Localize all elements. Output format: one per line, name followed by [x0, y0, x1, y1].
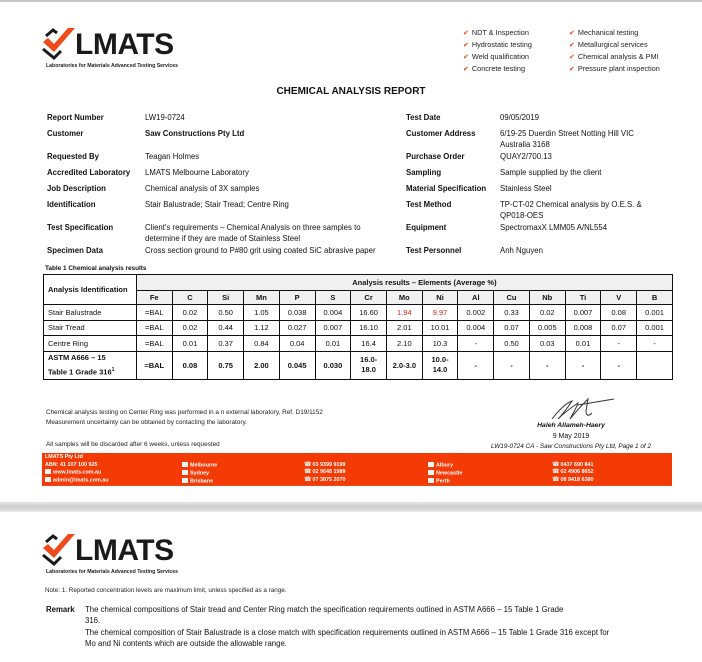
- value-cell-fe: =BAL: [136, 320, 172, 336]
- spec-cell-cu: -: [494, 351, 530, 379]
- remark-line: The chemical composition of Stair Balustrade is a close match with specification requirements outlined in ASTM A666 – 15 Table 1 Grade 316 except for: [85, 628, 610, 637]
- service-item: ✔ Mechanical testing: [569, 28, 639, 37]
- note-external-lab: Chemical analysis testing on Center Ring was performed in a n external laboratory, Ref. D19/1152: [46, 409, 323, 416]
- check-icon: ✔: [569, 30, 575, 37]
- value-cell-ti: 0.008: [565, 320, 601, 336]
- value-cell-nb: 0.03: [529, 336, 565, 352]
- footer-offices-1: Melbourne Sydney Brisbane: [182, 462, 217, 486]
- value-identification: Stair Balustrade; Stair Tread; Centre Ring: [145, 200, 289, 209]
- element-header-row: [44, 291, 673, 305]
- value-cell-ti: 0.01: [565, 336, 601, 352]
- element-header-fe: Fe: [136, 291, 172, 305]
- phone-icon: ☎: [304, 461, 312, 468]
- spec-cell-ti: -: [565, 351, 601, 379]
- value-sampling: Sample supplied by the client: [500, 168, 602, 177]
- label-test-date: Test Date: [406, 113, 441, 122]
- spec-row: [44, 351, 673, 379]
- results-body: [44, 305, 673, 380]
- label-customer-address: Customer Address: [406, 129, 476, 138]
- service-item: ✔ Metallurgical services: [569, 40, 648, 49]
- label-accredited-lab: Accredited Laboratory: [47, 168, 131, 177]
- spec-cell-p: 0.045: [279, 351, 315, 379]
- note-discard: All samples will be discarded after 6 weeks, unless requested: [46, 441, 220, 448]
- value-cell-cu: 0.07: [494, 320, 530, 336]
- spec-cell-v: -: [601, 351, 637, 379]
- remark-line: 316.: [85, 616, 101, 625]
- table-row: [44, 320, 673, 336]
- phone-icon: ☎: [304, 469, 312, 475]
- footer-offices-2: Albury Newcastle Perth: [428, 462, 462, 486]
- element-header-v: V: [601, 291, 637, 305]
- spec-cell-c: 0.08: [172, 351, 208, 379]
- label-test-method: Test Method: [406, 200, 452, 209]
- value-cell-c: 0.02: [172, 305, 208, 321]
- label-sampling: Sampling: [406, 168, 442, 177]
- email-icon: [45, 477, 51, 482]
- check-icon: ✔: [569, 54, 575, 61]
- report-page-1: [0, 2, 702, 502]
- sample-id-cell: Stair Balustrade: [44, 305, 137, 321]
- footer-underline: [42, 485, 672, 486]
- remark-line: Mo and Ni contents which are outside the allowable range.: [85, 639, 287, 648]
- chemical-results-table: [43, 274, 673, 380]
- value-cell-v: 0.07: [601, 320, 637, 336]
- value-requested-by: Teagan Holmes: [145, 152, 200, 161]
- footer-bar: [42, 453, 672, 485]
- spec-id-cell: [44, 351, 137, 379]
- label-material-specification: Material Specification: [406, 184, 487, 193]
- spec-cell-mo: 2.0-3.0: [386, 351, 422, 379]
- check-icon: ✔: [463, 66, 469, 73]
- value-customer-address-line2: Australia 3168: [500, 140, 550, 149]
- value-test-method-line2: QP018-OES: [500, 211, 544, 220]
- value-cell-cr: 16.60: [351, 305, 387, 321]
- spec-cell-al: -: [458, 351, 494, 379]
- element-header-mo: Mo: [386, 291, 422, 305]
- value-cell-nb: 0.02: [529, 305, 565, 321]
- services-list: [463, 27, 702, 74]
- service-item: ✔ Pressure plant inspection: [569, 64, 660, 73]
- phone-icon: ☎: [552, 476, 560, 483]
- element-header-ti: Ti: [565, 291, 601, 305]
- value-cell-ni: 9.97: [422, 305, 458, 321]
- checkmark-logo-icon: [39, 22, 79, 62]
- value-cell-c: 0.02: [172, 320, 208, 336]
- logo-brand: LMATS: [75, 534, 174, 567]
- lmats-logo-page2: [39, 528, 209, 578]
- location-icon: [182, 470, 188, 475]
- element-header-mn: Mn: [244, 291, 280, 305]
- value-cell-mn: 0.84: [244, 336, 280, 352]
- value-cell-mn: 1.12: [244, 320, 280, 336]
- value-cell-s: 0.004: [315, 305, 351, 321]
- service-item: ✔ NDT & Inspection: [463, 28, 529, 37]
- value-purchase-order: QUAY2/700.13: [500, 152, 552, 161]
- value-cell-cu: 0.33: [494, 305, 530, 321]
- check-icon: ✔: [463, 30, 469, 37]
- value-test-method: TP-CT-02 Chemical analysis by O.E.S. &: [500, 200, 642, 209]
- table-row: [44, 305, 673, 321]
- spec-cell-nb: -: [529, 351, 565, 379]
- table-caption: Table 1 Chemical analysis results: [45, 265, 147, 272]
- element-header-cu: Cu: [494, 291, 530, 305]
- footer-web-link[interactable]: www.lmats.com.au: [53, 469, 102, 476]
- header-analysis-identification: Analysis Identification: [44, 275, 137, 305]
- phone-icon: ☎: [552, 461, 560, 468]
- label-report-number: Report Number: [47, 113, 104, 122]
- value-cell-al: 0.004: [458, 320, 494, 336]
- service-item: ✔ Concrete testing: [463, 64, 526, 73]
- spec-id-line2: Table 1 Grade $316^1$: [48, 366, 115, 377]
- spec-id-line1: ASTM A666 – 15: [48, 352, 106, 362]
- label-test-specification: Test Specification: [47, 223, 114, 232]
- value-customer-address: 6/19-25 Duerdin Street Notting Hill VIC: [500, 129, 634, 138]
- location-icon: [428, 478, 434, 483]
- footer-email-link[interactable]: admin@lmats.com.au: [53, 477, 109, 484]
- logo-brand: LMATS: [75, 28, 174, 61]
- element-header-cr: Cr: [351, 291, 387, 305]
- value-cell-ni: 10.01: [422, 320, 458, 336]
- spec-cell-b: [637, 351, 673, 379]
- value-test-date: 09/05/2019: [500, 113, 540, 122]
- label-job-description: Job Description: [47, 184, 106, 193]
- value-material-specification: Stainless Steel: [500, 184, 552, 193]
- location-icon: [428, 470, 434, 475]
- value-cell-cr: 16.4: [351, 336, 387, 352]
- value-cell-nb: 0.005: [529, 320, 565, 336]
- value-cell-p: 0.027: [279, 320, 315, 336]
- sample-id-cell: Centre Ring: [44, 336, 137, 352]
- check-icon: ✔: [569, 66, 575, 73]
- signature-date: 9 May 2019: [552, 433, 590, 440]
- value-equipment: SpectromaxX LMM05 A/NL554: [500, 223, 608, 232]
- footer-company-info: [45, 454, 109, 485]
- value-cell-mo: 1.94: [386, 305, 422, 321]
- service-item: ✔ Chemical analysis & PMI: [569, 52, 659, 61]
- location-icon: [428, 462, 434, 467]
- label-specimen-data: Specimen Data: [47, 246, 103, 255]
- value-test-personnel: Anh Nguyen: [500, 246, 543, 255]
- value-cell-mo: 2.01: [386, 320, 422, 336]
- value-cell-si: 0.44: [208, 320, 244, 336]
- label-requested-by: Requested By: [47, 152, 99, 161]
- value-cell-si: 0.37: [208, 336, 244, 352]
- service-item: ✔ Weld qualification: [463, 52, 529, 61]
- value-job-description: Chemical analysis of 3X samples: [145, 184, 260, 193]
- report-page-2: [0, 512, 702, 662]
- footnote-marker: 1: [111, 366, 115, 373]
- value-cell-v: -: [601, 336, 637, 352]
- element-header-b: B: [637, 291, 673, 305]
- element-header-s: S: [315, 291, 351, 305]
- value-cell-fe: =BAL: [136, 305, 172, 321]
- value-cell-v: 0.08: [601, 305, 637, 321]
- value-cell-ni: 10.3: [422, 336, 458, 352]
- check-icon: ✔: [463, 42, 469, 49]
- remark-label: Remark: [46, 605, 75, 614]
- value-cell-al: 0.002: [458, 305, 494, 321]
- value-cell-p: 0.038: [279, 305, 315, 321]
- value-test-specification: Client's requirements – Chemical Analysis on three samples to: [145, 223, 361, 232]
- phone-icon: ☎: [552, 469, 560, 475]
- check-icon: ✔: [463, 54, 469, 61]
- signature-image: [548, 395, 618, 423]
- label-identification: Identification: [47, 200, 96, 209]
- value-cell-b: 0.001: [637, 320, 673, 336]
- lmats-logo: [39, 22, 209, 72]
- footer-abn: ABN: 41 107 100 925: [45, 461, 98, 468]
- value-accredited-lab: LMATS Melbourne Laboratory: [145, 168, 249, 177]
- footer-phones-2: ☎0437 690 841 ☎02 4906 8652 ☎08 9418 6380: [552, 461, 594, 483]
- footer-company: LMATS Pty Ltd: [45, 454, 83, 460]
- note-uncertainty: Measurement uncertainty can be obtained by contacting the laboratory.: [46, 419, 247, 426]
- report-title: CHEMICAL ANALYSIS REPORT: [276, 86, 426, 97]
- remark-line: The chemical compositions of Stair tread and Center Ring match the specification requirements outlined in ASTM A666 – 15 Table 1 Grade: [85, 605, 564, 614]
- value-cell-si: 0.50: [208, 305, 244, 321]
- value-specimen-data: Cross section ground to P#80 grit using coated SiC abrasive paper: [145, 246, 376, 255]
- spec-cell-fe: =BAL: [136, 351, 172, 379]
- element-header-al: Al: [458, 291, 494, 305]
- location-icon: [182, 462, 188, 467]
- spec-cell-ni: 10.0- 14.0: [422, 351, 458, 379]
- spec-cell-cr: 16.0- 18.0: [351, 351, 387, 379]
- page2-note: Note: 1. Reported concentration levels are maximum limit, unless specified as a range.: [45, 587, 287, 594]
- value-cell-al: -: [458, 336, 494, 352]
- value-cell-mn: 1.05: [244, 305, 280, 321]
- value-cell-p: 0.04: [279, 336, 315, 352]
- value-cell-fe: =BAL: [136, 336, 172, 352]
- value-cell-cr: 16.10: [351, 320, 387, 336]
- checkmark-logo-icon: [39, 528, 79, 568]
- footer-email-row: [45, 477, 109, 485]
- value-report-number: LW19-0724: [145, 113, 185, 122]
- element-header-p: P: [279, 291, 315, 305]
- logo-tagline: Laboratories for Materials Advanced Testing Services: [46, 63, 179, 69]
- page-reference: LW19-0724 CA - Saw Constructions Pty Ltd, Page 1 of 2: [490, 443, 652, 450]
- label-test-personnel: Test Personnel: [406, 246, 462, 255]
- value-cell-c: 0.01: [172, 336, 208, 352]
- value-customer: Saw Constructions Pty Ltd: [145, 129, 245, 138]
- spec-cell-s: 0.030: [315, 351, 351, 379]
- value-test-specification-line2: determine if they are made of Stainless Steel: [145, 234, 301, 243]
- signatory-name: Haleh Allameh-Haery: [537, 422, 605, 429]
- phone-icon: ☎: [304, 476, 312, 483]
- label-equipment: Equipment: [406, 223, 447, 232]
- element-header-si: Si: [208, 291, 244, 305]
- logo-tagline: Laboratories for Materials Advanced Testing Services: [46, 569, 179, 575]
- value-cell-s: 0.007: [315, 320, 351, 336]
- spec-cell-mn: 2.00: [244, 351, 280, 379]
- check-icon: ✔: [569, 42, 575, 49]
- value-cell-mo: 2.10: [386, 336, 422, 352]
- value-cell-b: 0.001: [637, 305, 673, 321]
- value-cell-ti: 0.007: [565, 305, 601, 321]
- web-icon: [45, 469, 51, 474]
- label-customer: Customer: [47, 129, 84, 138]
- element-header-c: C: [172, 291, 208, 305]
- footer-web-row: [45, 469, 109, 477]
- location-icon: [182, 478, 188, 483]
- page-separator: [0, 502, 702, 512]
- value-cell-cu: 0.50: [494, 336, 530, 352]
- value-cell-b: -: [637, 336, 673, 352]
- spec-cell-si: 0.75: [208, 351, 244, 379]
- label-purchase-order: Purchase Order: [406, 152, 465, 161]
- service-item: ✔ Hydrostatic testing: [463, 40, 532, 49]
- value-cell-s: 0.01: [315, 336, 351, 352]
- header-analysis-results: Analysis results – Elements (Average %): [136, 275, 672, 291]
- sample-id-cell: Stair Tread: [44, 320, 137, 336]
- element-header-nb: Nb: [529, 291, 565, 305]
- footer-phones-1: ☎03 9399 9199 ☎02 9648 1989 ☎07 3875 2070: [304, 461, 346, 483]
- element-header-ni: Ni: [422, 291, 458, 305]
- table-row: [44, 336, 673, 352]
